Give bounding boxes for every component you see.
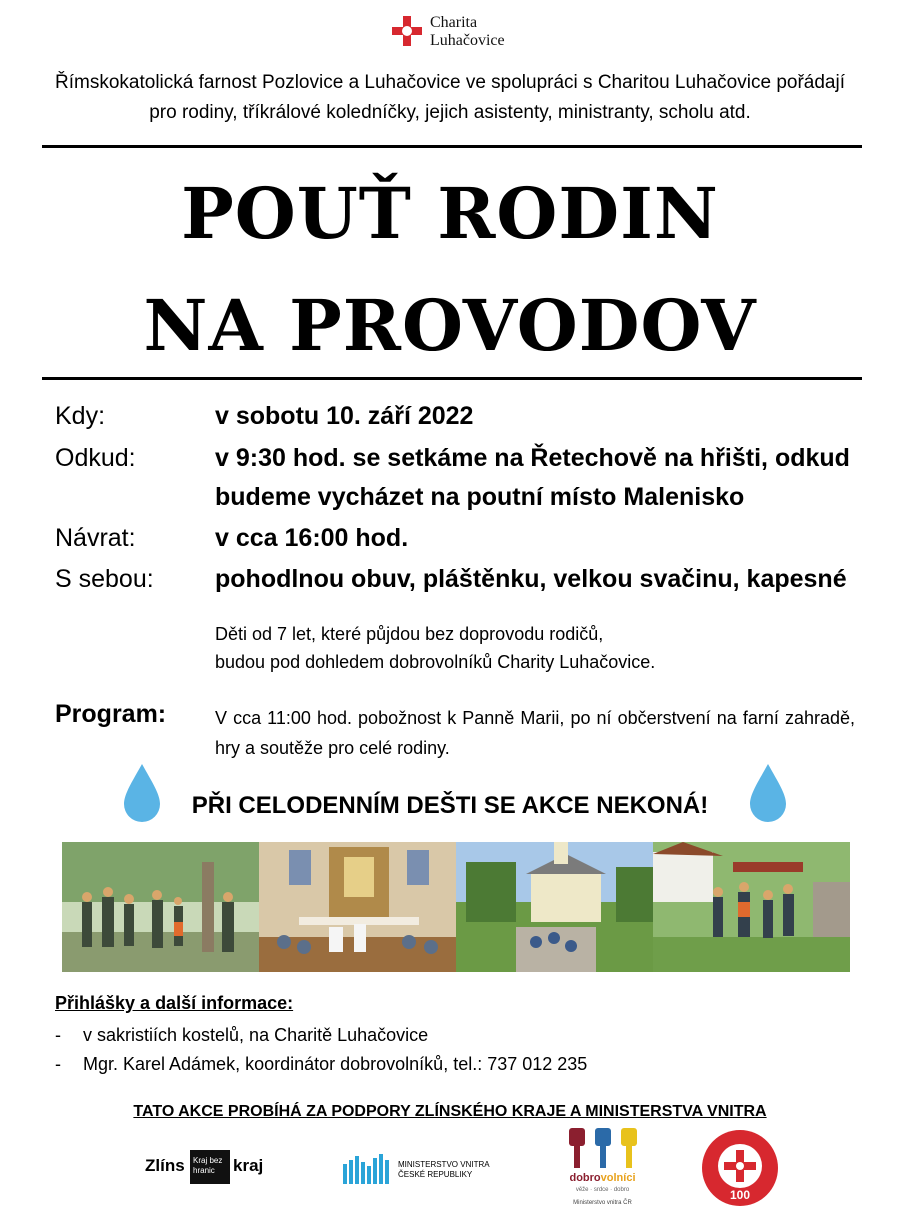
from-value-line2: budeme vycházet na poutní místo Malenisko bbox=[215, 483, 745, 511]
dobrovolnici-wordmark bbox=[555, 1172, 650, 1184]
photo-pilgrims-forest bbox=[62, 842, 259, 972]
dobro-tagline: věže · srdce · dobro bbox=[575, 1187, 630, 1193]
title-line1: POUŤ RODIN bbox=[181, 172, 719, 255]
bring-value: pohodlnou obuv, pláštěnku, velkou svačinu, kapesné bbox=[215, 565, 847, 593]
zlin-box bbox=[190, 1150, 230, 1184]
dobro-part-b: volníci bbox=[600, 1172, 636, 1184]
zlin-box-line2: hranic bbox=[193, 1166, 215, 1175]
program-label: Program: bbox=[55, 700, 167, 728]
zlin-text-a: Zlíns bbox=[145, 1156, 185, 1175]
dobrovolnici-logo bbox=[555, 1128, 650, 1213]
photo-church-interior bbox=[259, 842, 456, 972]
ministry-line2: ČESKÉ REPUBLIKY bbox=[398, 1170, 473, 1179]
list-dash: - bbox=[55, 1025, 61, 1045]
support-text: TATO AKCE PROBÍHÁ ZA PODPORY ZLÍNSKÉHO KRAJE A MINISTERSTVA VNITRA bbox=[133, 1103, 767, 1120]
info-item-2-text: Mgr. Karel Adámek, koordinátor dobrovolníků, tel.: 737 012 235 bbox=[83, 1054, 588, 1074]
charita-cross-icon bbox=[390, 14, 424, 48]
ministry-bars-icon bbox=[343, 1150, 391, 1186]
divider-top bbox=[42, 145, 862, 148]
logo-line1: Charita bbox=[430, 14, 478, 31]
info-item-1-text: v sakristiích kostelů, na Charitě Luhačovice bbox=[83, 1025, 429, 1045]
photo-garden-gathering bbox=[653, 842, 850, 972]
program-text: V cca 11:00 hod. pobožnost k Panně Marii, po ní občerstvení na farní zahradě, hry a soutěže pro celé rodiny. bbox=[215, 708, 855, 758]
when-value: v sobotu 10. září 2022 bbox=[215, 402, 474, 430]
hands-icon bbox=[563, 1128, 643, 1170]
charita-100-number: 100 bbox=[729, 1188, 751, 1202]
info-heading: Přihlášky a další informace: bbox=[55, 993, 294, 1013]
title-line2: NA PROVODOV bbox=[143, 284, 757, 367]
rain-notice: PŘI CELODENNÍM DEŠTI SE AKCE NEKONÁ! bbox=[191, 792, 709, 819]
note-line2: budou pod dohledem dobrovolníků Charity Luhačovice. bbox=[215, 652, 656, 672]
divider-bottom bbox=[42, 377, 862, 380]
when-label: Kdy: bbox=[55, 402, 106, 430]
ministry-text bbox=[398, 1160, 490, 1180]
info-item-2 bbox=[55, 1054, 587, 1075]
zlin-box-line1: Kraj bez bbox=[193, 1156, 223, 1165]
note-line1: Děti od 7 let, které půjdou bez doprovodu rodičů, bbox=[215, 624, 604, 644]
charita-100-logo bbox=[700, 1128, 780, 1208]
children-note bbox=[215, 620, 655, 676]
intro-text bbox=[0, 68, 900, 128]
info-item-1 bbox=[55, 1025, 428, 1046]
photo-chapel bbox=[456, 842, 653, 972]
ministry-interior-logo bbox=[343, 1150, 493, 1190]
intro-line2: pro rodiny, tříkrálové koledníčky, jejich asistenty, ministranty, scholu atd. bbox=[149, 102, 751, 123]
intro-line1: Římskokatolická farnost Pozlovice a Luhačovice ve spolupráci s Charitou Luhačovice pořádají bbox=[55, 72, 845, 93]
ministry-line1: MINISTERSTVO VNITRA bbox=[398, 1160, 490, 1169]
dobro-ministry-note: Ministerstvo vnitra ČR bbox=[573, 1200, 632, 1206]
from-label: Odkud: bbox=[55, 444, 136, 472]
zlin-region-logo bbox=[145, 1148, 270, 1188]
list-dash: - bbox=[55, 1054, 61, 1074]
zlin-text-b: kraj bbox=[233, 1156, 264, 1175]
return-value: v cca 16:00 hod. bbox=[215, 524, 409, 552]
dobro-part-a: dobro bbox=[569, 1172, 601, 1184]
page-title bbox=[0, 158, 900, 382]
bring-label: S sebou: bbox=[55, 565, 154, 593]
from-value-line1: v 9:30 hod. se setkáme na Řetechově na hřišti, odkud bbox=[215, 444, 850, 472]
return-label: Návrat: bbox=[55, 524, 136, 552]
logo-line2: Luhačovice bbox=[430, 32, 505, 49]
raindrop-icon bbox=[748, 762, 788, 822]
photo-strip bbox=[62, 842, 850, 972]
charita-logo bbox=[390, 12, 530, 52]
